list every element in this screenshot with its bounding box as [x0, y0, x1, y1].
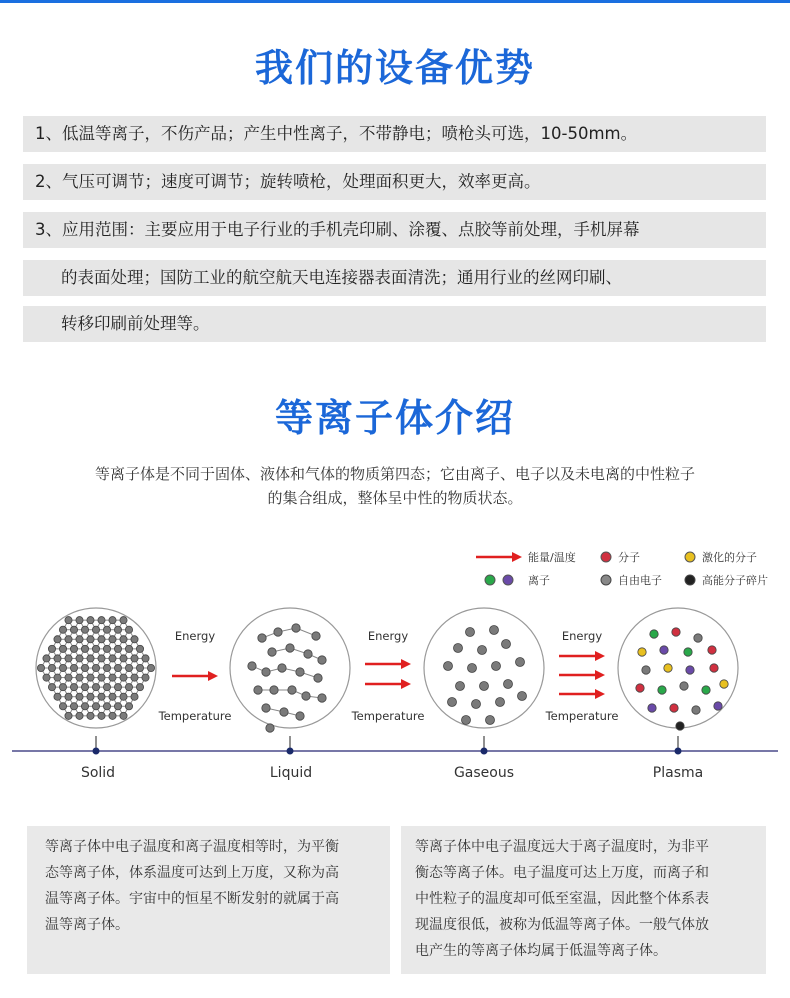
- plasma-particle: [642, 666, 650, 674]
- dot-plasma: [675, 748, 682, 755]
- note-equilibrium: [27, 826, 390, 974]
- transition-solid-liquid: [158, 629, 232, 723]
- solid-particle: [103, 703, 110, 710]
- solid-particle: [81, 645, 88, 652]
- note-right-line-2: 衡态等离子体。电子温度可达上万度，而离子和: [415, 865, 709, 881]
- solid-particle: [81, 626, 88, 633]
- solid-particle: [109, 712, 116, 719]
- solid-particle: [65, 636, 72, 643]
- liquid-particle: [318, 694, 326, 702]
- gas-particle: [468, 664, 477, 673]
- states-of-matter-diagram: [0, 540, 790, 790]
- solid-particle: [92, 703, 99, 710]
- solid-particle: [70, 703, 77, 710]
- plasma-particle: [684, 648, 692, 656]
- gas-particle: [504, 680, 513, 689]
- transition-gas-plasma: [545, 629, 619, 723]
- solid-particle: [147, 664, 154, 671]
- solid-particle: [103, 684, 110, 691]
- liquid-particle: [318, 656, 326, 664]
- plasma-particle: [650, 630, 658, 638]
- legend-ion: 离子: [528, 574, 550, 587]
- solid-particle: [48, 684, 55, 691]
- solid-particle: [98, 693, 105, 700]
- liquid-particle: [262, 704, 270, 712]
- legend-arrow-icon: [512, 552, 522, 562]
- solid-particle: [142, 674, 149, 681]
- gas-particle: [496, 698, 505, 707]
- solid-particle: [98, 674, 105, 681]
- solid-particle: [92, 626, 99, 633]
- liquid-particle: [248, 662, 256, 670]
- solid-particle: [48, 645, 55, 652]
- note-right-line-4: 现温度很低，被称为低温等离子体。一般气体放: [415, 917, 709, 933]
- legend-ion-purple-icon: [503, 575, 513, 585]
- state-label-solid: Solid: [80, 765, 116, 781]
- solid-particle: [76, 693, 83, 700]
- solid-particle: [81, 684, 88, 691]
- gas-particle: [486, 716, 495, 725]
- note-right-line-3: 中性粒子的温度却可低至室温，因此整个体系表: [415, 891, 709, 907]
- plasma-particle: [660, 646, 668, 654]
- arrow-icon-3b: [595, 670, 605, 680]
- solid-particle: [65, 712, 72, 719]
- liquid-particle: [296, 668, 304, 676]
- arrow-icon-3c: [595, 689, 605, 699]
- plasma-particle: [636, 684, 644, 692]
- solid-particle: [76, 617, 83, 624]
- solid-particle: [70, 626, 77, 633]
- energy-label-3: Energy: [561, 629, 603, 643]
- gas-particle: [462, 716, 471, 725]
- gaseous-circle: [424, 608, 544, 728]
- legend-ion-green-icon: [485, 575, 495, 585]
- solid-particle: [98, 617, 105, 624]
- energy-label-1: Energy: [174, 629, 216, 643]
- plasma-heading: 等离子体介绍: [274, 396, 515, 440]
- gas-particle: [502, 640, 511, 649]
- plasma-particle: [720, 680, 728, 688]
- plasma-particle: [710, 664, 718, 672]
- top-accent-line: [0, 0, 790, 3]
- plasma-particle: [672, 628, 680, 636]
- liquid-particle: [304, 650, 312, 658]
- solid-particle: [59, 684, 66, 691]
- solid-particle: [131, 655, 138, 662]
- legend-excited-molecule: 激化的分子: [702, 551, 757, 564]
- legend-excited-icon: [685, 552, 695, 562]
- liquid-particle: [288, 686, 296, 694]
- gas-particle: [492, 662, 501, 671]
- solid-particle: [109, 674, 116, 681]
- gas-particle: [480, 682, 489, 691]
- solid-particle: [76, 655, 83, 662]
- note-left-line-1: 等离子体中电子温度和离子温度相等时，为平衡: [45, 839, 339, 855]
- temperature-label-2: Temperature: [351, 709, 425, 723]
- solid-particle: [54, 636, 61, 643]
- solid-particle: [109, 617, 116, 624]
- solid-particle: [131, 674, 138, 681]
- solid-particle: [131, 693, 138, 700]
- plasma-intro: [20, 462, 770, 510]
- solid-particle: [54, 655, 61, 662]
- plasma-particle: [686, 666, 694, 674]
- solid-particle: [81, 664, 88, 671]
- liquid-particle: [292, 624, 300, 632]
- solid-particle: [65, 655, 72, 662]
- temperature-label-3: Temperature: [545, 709, 619, 723]
- solid-particle: [109, 655, 116, 662]
- legend-free-electron: 自由电子: [618, 574, 662, 587]
- solid-particle: [43, 674, 50, 681]
- dot-gaseous: [481, 748, 488, 755]
- solid-particle: [76, 674, 83, 681]
- note-right-line-5: 电产生的等离子体均属于低温等离子体。: [415, 943, 667, 959]
- gas-particle: [518, 692, 527, 701]
- solid-particle: [70, 645, 77, 652]
- solid-particle: [125, 645, 132, 652]
- solid-particle: [120, 674, 127, 681]
- solid-particle: [131, 636, 138, 643]
- solid-particle: [37, 664, 44, 671]
- advantage-line-5: 转移印刷前处理等。: [23, 306, 766, 342]
- dot-solid: [93, 748, 100, 755]
- state-label-liquid: Liquid: [269, 765, 313, 781]
- liquid-particle: [278, 664, 286, 672]
- note-non-equilibrium: [401, 826, 766, 974]
- solid-particle: [136, 645, 143, 652]
- advantage-line-3: 3、应用范围：主要应用于电子行业的手机壳印刷、涂覆、点胶等前处理，手机屏幕: [23, 212, 766, 248]
- plasma-particle: [670, 704, 678, 712]
- gas-particle: [490, 626, 499, 635]
- solid-particle: [125, 703, 132, 710]
- legend: [476, 550, 768, 587]
- solid-particle: [65, 674, 72, 681]
- solid-particle: [120, 636, 127, 643]
- transition-liquid-gas: [351, 629, 425, 723]
- solid-particle: [120, 712, 127, 719]
- plasma-particle: [714, 702, 722, 710]
- advantages-heading: 我们的设备优势: [254, 46, 535, 90]
- liquid-particle: [266, 724, 274, 732]
- solid-particle: [109, 693, 116, 700]
- solid-particle: [59, 703, 66, 710]
- solid-particle: [76, 636, 83, 643]
- legend-free-electron-icon: [601, 575, 611, 585]
- gas-particle: [472, 700, 481, 709]
- arrow-icon-2b: [401, 679, 411, 689]
- solid-particle: [92, 664, 99, 671]
- solid-particle: [109, 636, 116, 643]
- state-label-gaseous: Gaseous: [453, 765, 515, 781]
- solid-particle: [87, 636, 94, 643]
- plasma-particle: [702, 686, 710, 694]
- solid-particle: [125, 684, 132, 691]
- solid-particle: [81, 703, 88, 710]
- solid-particle: [98, 712, 105, 719]
- note-left-line-2: 态等离子体，体系温度可达到上万度，又称为高: [45, 865, 339, 881]
- solid-particle: [142, 655, 149, 662]
- note-left-line-3: 温等离子体。宇宙中的恒星不断发射的就属于高: [45, 891, 339, 907]
- solid-particle: [48, 664, 55, 671]
- liquid-particle: [286, 644, 294, 652]
- solid-particle: [125, 626, 132, 633]
- note-right-line-1: 等离子体中电子温度远大于离子温度时，为非平: [415, 839, 709, 855]
- liquid-particle: [312, 632, 320, 640]
- liquid-particle: [314, 674, 322, 682]
- plasma-particle: [694, 634, 702, 642]
- solid-particle: [87, 617, 94, 624]
- gas-particle: [516, 658, 525, 667]
- advantage-line-1: 1、低温等离子，不伤产品；产生中性离子，不带静电；喷枪头可选，10-50mm。: [23, 116, 766, 152]
- solid-particle: [87, 712, 94, 719]
- intro-line-1: 等离子体是不同于固体、液体和气体的物质第四态；它由离子、电子以及未电离的中性粒子: [94, 465, 695, 483]
- gas-particle: [478, 646, 487, 655]
- legend-molecule-icon: [601, 552, 611, 562]
- legend-molecule: 分子: [618, 551, 640, 564]
- solid-particle: [120, 617, 127, 624]
- gas-particle: [444, 662, 453, 671]
- arrow-icon-1: [208, 671, 218, 681]
- liquid-particle: [258, 634, 266, 642]
- arrow-icon-2a: [401, 659, 411, 669]
- gas-particle: [466, 628, 475, 637]
- solid-particle: [54, 693, 61, 700]
- solid-particle: [65, 693, 72, 700]
- solid-particle: [103, 626, 110, 633]
- solid-particle: [59, 664, 66, 671]
- dot-liquid: [287, 748, 294, 755]
- solid-particle: [43, 655, 50, 662]
- gas-particle: [454, 644, 463, 653]
- solid-particle: [114, 703, 121, 710]
- plasma-particle: [676, 722, 684, 730]
- solid-particle: [59, 626, 66, 633]
- solid-particle: [92, 645, 99, 652]
- solid-particle: [70, 664, 77, 671]
- liquid-particle: [268, 648, 276, 656]
- solid-particle: [87, 655, 94, 662]
- liquid-particle: [274, 628, 282, 636]
- liquid-particle: [280, 708, 288, 716]
- solid-particle: [59, 645, 66, 652]
- liquid-particle: [296, 712, 304, 720]
- plasma-particle: [638, 648, 646, 656]
- advantage-line-4: 的表面处理；国防工业的航空航天电连接器表面清洗；通用行业的丝网印刷、: [23, 260, 766, 296]
- solid-particle: [103, 664, 110, 671]
- plasma-particle: [692, 706, 700, 714]
- intro-line-2: 的集合组成，整体呈中性的物质状态。: [267, 489, 523, 507]
- solid-particle: [87, 693, 94, 700]
- plasma-particle: [664, 664, 672, 672]
- solid-particle: [136, 664, 143, 671]
- solid-particle: [136, 684, 143, 691]
- solid-particle: [103, 645, 110, 652]
- solid-particle: [98, 636, 105, 643]
- advantage-line-2: 2、气压可调节；速度可调节；旋转喷枪，处理面积更大，效率更高。: [23, 164, 766, 200]
- liquid-particle: [262, 668, 270, 676]
- plasma-particle: [648, 704, 656, 712]
- plasma-particle: [708, 646, 716, 654]
- legend-fragment-icon: [685, 575, 695, 585]
- solid-particle: [76, 712, 83, 719]
- solid-particle: [98, 655, 105, 662]
- solid-particle: [125, 664, 132, 671]
- state-label-plasma: Plasma: [652, 765, 704, 781]
- liquid-particle: [302, 692, 310, 700]
- solid-particle: [54, 674, 61, 681]
- solid-particle: [120, 655, 127, 662]
- solid-particle: [120, 693, 127, 700]
- solid-particle: [114, 664, 121, 671]
- solid-particle: [65, 617, 72, 624]
- gas-particle: [448, 698, 457, 707]
- solid-particle: [92, 684, 99, 691]
- note-left-line-4: 温等离子体。: [45, 917, 129, 933]
- solid-particle: [114, 645, 121, 652]
- liquid-particle: [254, 686, 262, 694]
- legend-energy-temp: 能量/温度: [528, 551, 576, 564]
- plasma-particle: [658, 686, 666, 694]
- legend-fragment: 高能分子碎片: [702, 574, 768, 587]
- gas-particle: [456, 682, 465, 691]
- solid-particle: [114, 684, 121, 691]
- arrow-icon-3a: [595, 651, 605, 661]
- energy-label-2: Energy: [367, 629, 409, 643]
- liquid-particle: [270, 686, 278, 694]
- solid-particle: [87, 674, 94, 681]
- temperature-label-1: Temperature: [158, 709, 232, 723]
- plasma-particle: [680, 682, 688, 690]
- solid-particle: [70, 684, 77, 691]
- solid-particle: [114, 626, 121, 633]
